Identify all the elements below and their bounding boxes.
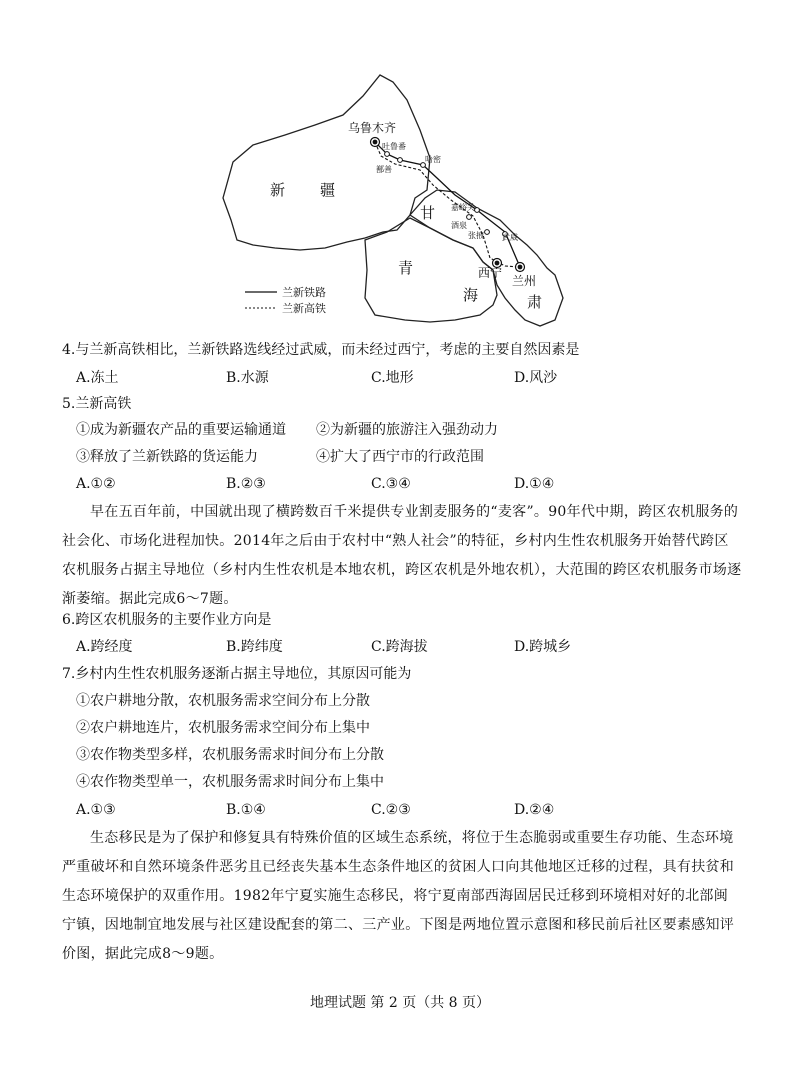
q5-option-d[interactable]: D.①④: [514, 476, 555, 492]
region-label-qing: 青: [398, 259, 414, 277]
lanxin-railway-map: [215, 70, 575, 330]
passage-mai-ke: 早在五百年前，中国就出现了横跨数百千米提供专业割麦服务的“麦客”。90年代中期，跨区农机服务的社会化、市场化进程加快。2014年之后由于农村中“熟人社会”的特征，乡村内生性农机服务开始替代跨区农机服务占据主导地位（乡村内生性农机是本地农机，跨区农机是外地农机），大范围的跨区农机服务市场逐渐萎缩。据此完成6～7题。: [62, 504, 742, 607]
q6-options: [76, 637, 716, 657]
q7-option-a[interactable]: A.①③: [76, 802, 116, 818]
turpan-station-marker: [385, 152, 390, 157]
jiuquan-label: 酒泉: [451, 221, 467, 230]
lanzhou-label: 兰州: [512, 274, 537, 288]
jiayuguan-station-marker: [475, 208, 480, 213]
q5-item-4: ④扩大了西宁市的行政范围: [316, 449, 484, 465]
q4-stem: 4.与兰新高铁相比，兰新铁路选线经过武威，而未经过西宁，考虑的主要自然因素是: [62, 342, 580, 358]
q5-option-a[interactable]: A.①②: [76, 476, 116, 492]
region-label-xin: 新: [270, 181, 286, 199]
jiayuguan-label: 嘉峪关: [451, 203, 475, 212]
q4-option-a[interactable]: A.冻土: [76, 370, 119, 386]
hami-label: 哈密: [425, 155, 441, 164]
q6-option-a[interactable]: A.跨经度: [76, 639, 133, 655]
q6-stem: 6.跨区农机服务的主要作业方向是: [62, 612, 272, 628]
q5-item-3: ③释放了兰新铁路的货运能力: [76, 449, 258, 465]
region-label-hai: 海: [463, 286, 479, 304]
shanshan-station-marker: [398, 158, 403, 163]
q5-item-2: ②为新疆的旅游注入强劲动力: [316, 422, 498, 438]
region-label-su: 肃: [527, 293, 543, 311]
q4-option-d[interactable]: D.风沙: [514, 370, 558, 386]
q6-option-b[interactable]: B.跨纬度: [226, 639, 283, 655]
q5-option-b[interactable]: B.②③: [226, 476, 266, 492]
xining-label: 西宁: [478, 266, 503, 280]
urumqi-label: 乌鲁木齐: [348, 121, 397, 135]
region-label-jiang: 疆: [320, 181, 336, 199]
lanxin-high-speed-line: [375, 142, 520, 267]
q5-item-1: ①成为新疆农产品的重要运输通道: [76, 422, 286, 438]
q7-stem: 7.乡村内生性农机服务逐渐占据主导地位，其原因可能为: [62, 666, 412, 682]
q7-item-2: ②农户耕地连片，农机服务需求空间分布上集中: [76, 720, 370, 736]
q6-option-c[interactable]: C.跨海拔: [371, 639, 428, 655]
q4-option-b[interactable]: B.水源: [226, 370, 269, 386]
shanshan-label: 鄯善: [376, 165, 392, 174]
q7-item-3: ③农作物类型多样，农机服务需求时间分布上分散: [76, 747, 384, 763]
q4-option-c[interactable]: C.地形: [371, 370, 414, 386]
q4-options: [76, 368, 716, 388]
lanxin-railway-line: [375, 142, 520, 267]
legend-rail-label: 兰新铁路: [282, 286, 326, 299]
q7-item-1: ①农户耕地分散，农机服务需求空间分布上分散: [76, 693, 370, 709]
wuwei-label: 武威: [502, 233, 518, 242]
legend-high-speed-label: 兰新高铁: [282, 302, 326, 315]
page-footer: 地理试题 第 2 页（共 8 页）: [309, 995, 491, 1011]
q5-option-c[interactable]: C.③④: [371, 476, 411, 492]
jiuquan-station-marker: [467, 215, 472, 220]
turpan-label: 吐鲁番: [382, 142, 406, 151]
q7-options: [76, 800, 716, 820]
q5-options: [76, 474, 716, 494]
q7-option-d[interactable]: D.②④: [514, 802, 555, 818]
q7-option-c[interactable]: C.②③: [371, 802, 411, 818]
passage-ecological-migration: 生态移民是为了保护和修复具有特殊价值的区域生态系统，将位于生态脆弱或重要生存功能、生态环境严重破坏和自然环境条件恶劣且已经丧失基本生态条件地区的贫困人口向其他地区迁移的过程，具有扶贫和生态环境保护的双重作用。1982年宁夏实施生态移民，将宁夏南部西海固居民迁移到环境相对好的北部闽宁镇，因地制宜地发展与社区建设配套的第二、三产业。下图是两地位置示意图和移民前后社区要素感知评价图，据此完成8～9题。: [62, 830, 735, 962]
q6-option-d[interactable]: D.跨城乡: [514, 639, 572, 655]
q5-stem: 5.兰新高铁: [62, 396, 132, 412]
region-label-gan: 甘: [420, 204, 436, 222]
zhangye-label: 张掖: [468, 231, 484, 240]
q7-item-4: ④农作物类型单一，农机服务需求时间分布上集中: [76, 774, 384, 790]
q7-option-b[interactable]: B.①④: [226, 802, 266, 818]
q5-items-row2: [76, 447, 716, 467]
zhangye-station-marker: [485, 230, 490, 235]
q5-items-row1: [76, 420, 716, 440]
